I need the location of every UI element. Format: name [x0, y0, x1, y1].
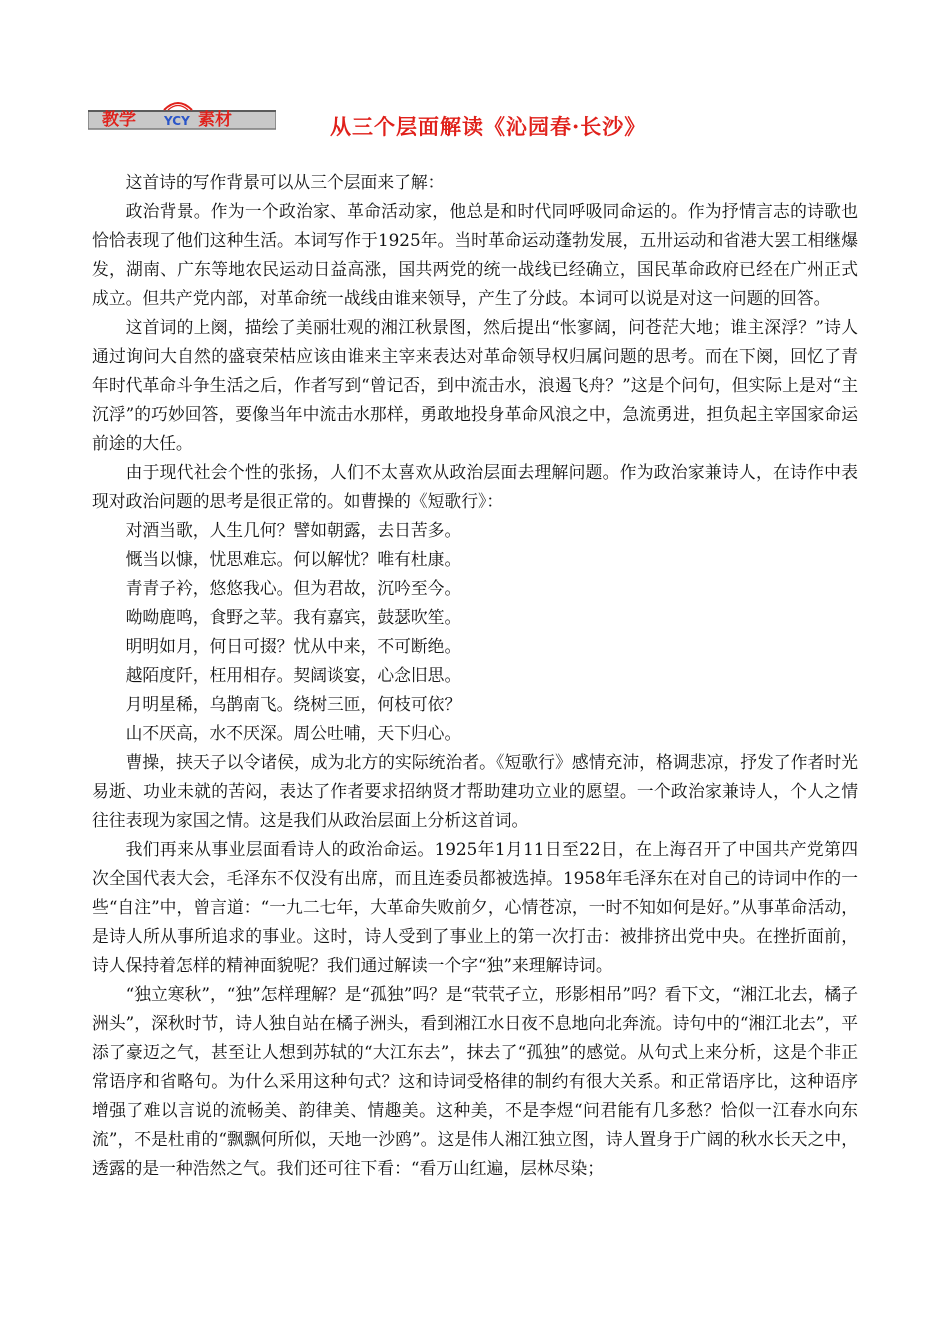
paragraph-modern-society: 由于现代社会个性的张扬，人们不太喜欢从政治层面去理解问题。作为政治家兼诗人，在诗作中表现对政治问题的思考是很正常的。如曹操的《短歌行》：: [92, 462, 858, 511]
document-title: 从三个层面解读《沁园春·长沙》: [330, 114, 647, 139]
document-body: [92, 168, 858, 1183]
logo-text-right: 素材: [198, 110, 232, 130]
verse-line: 呦呦鹿鸣，食野之苹。我有嘉宾，鼓瑟吹笙。: [125, 607, 462, 627]
logo-text-mid: YCY: [164, 114, 190, 128]
logo-graphic: [88, 98, 276, 134]
logo-text-left: 教学: [102, 110, 136, 130]
logo-book-icon: [164, 103, 192, 110]
verse-line: 青青子衿，悠悠我心。但为君故，沉吟至今。: [125, 578, 462, 598]
paragraph-upper-lower-stanza: 这首词的上阕，描绘了美丽壮观的湘江秋景图，然后提出“怅寥阔，问苍茫大地；谁主深浮？”诗人通过询问大自然的盛衰荣枯应该由谁来主宰来表达对革命领导权归属问题的思考。而在下阕，回忆了青年时代革命斗争生活之后，作者写到“曾记否，到中流击水，浪遏飞舟？”这是个问句，但实际上是对“主沉浮”的巧妙回答，要像当年中流击水那样，勇敢地投身革命风浪之中，急流勇进，担负起主宰国家命运前途的大任。: [92, 317, 858, 453]
verse-line: 慨当以慷，忧思难忘。何以解忧？唯有杜康。: [125, 549, 462, 569]
verse-line: 山不厌高，水不厌深。周公吐哺，天下归心。: [125, 723, 462, 743]
paragraph-political-background: 政治背景。作为一个政治家、革命活动家，他总是和时代同呼吸同命运的。作为抒情言志的诗歌也恰恰表现了他们这种生活。本词写作于1925年。当时革命运动蓬勃发展，五卅运动和省港大罢工相继爆发，湖南、广东等地农民运动日益高涨，国共两党的统一战线已经确立，国民革命政府已经在广州正式成立。但共产党内部，对革命统一战线由谁来领导，产生了分歧。本词可以说是对这一问题的回答。: [92, 201, 858, 308]
site-logo: [88, 98, 276, 134]
verse-line: 越陌度阡，枉用相存。契阔谈宴，心念旧思。: [125, 665, 462, 685]
verse-line: 明明如月，何日可掇？忧从中来，不可断绝。: [125, 636, 462, 656]
paragraph-du-analysis: “独立寒秋”，“独”怎样理解？是“孤独”吗？是“茕茕孑立，形影相吊”吗？看下文，“湘江北去，橘子洲头”，深秋时节，诗人独自站在橘子洲头，看到湘江水日夜不息地向北奔流。诗句中的“湘江北去”，平添了豪迈之气，甚至让人想到苏轼的“大江东去”，抹去了“孤独”的感觉。从句式上来分析，这是个非正常语序和省略句。为什么采用这种句式？这和诗词受格律的制约有很大关系。和正常语序比，这种语序增强了难以言说的流畅美、韵律美、情趣美。这种美，不是李煜“问君能有几多愁？恰似一江春水向东流”，不是杜甫的“飘飘何所似，天地一沙鸥”。这是伟人湘江独立图，诗人置身于广阔的秋水长天之中，透露的是一种浩然之气。我们还可往下看：“看万山红遍，层林尽染；: [92, 984, 858, 1178]
paragraph-cao-cao: 曹操，挟天子以令诸侯，成为北方的实际统治者。《短歌行》感情充沛，格调悲凉，抒发了作者时光易逝、功业未就的苦闷，表达了作者要求招纳贤才帮助建功立业的愿望。一个政治家兼诗人，个人之情往往表现为家国之情。这是我们从政治层面上分析这首词。: [92, 752, 858, 830]
verse-line: 对酒当歌，人生几何？譬如朝露，去日苦多。: [125, 520, 462, 540]
verse-line: 月明星稀，乌鹊南飞。绕树三匝，何枝可依？: [125, 694, 462, 714]
paragraph-career-level: 我们再来从事业层面看诗人的政治命运。1925年1月11日至22日，在上海召开了中国共产党第四次全国代表大会，毛泽东不仅没有出席，而且连委员都被选掉。1958年毛泽东在对自己的诗词中作的一些“自注”中，曾言道：“一九二七年，大革命失败前夕，心情苍凉，一时不知如何是好。”从事革命活动，是诗人所从事所追求的事业。这时，诗人受到了事业上的第一次打击：被排挤出党中央。在挫折面前，诗人保持着怎样的精神面貌呢？我们通过解读一个字“独”来理解诗词。: [92, 839, 858, 975]
paragraph-intro: 这首诗的写作背景可以从三个层面来了解：: [125, 172, 445, 192]
